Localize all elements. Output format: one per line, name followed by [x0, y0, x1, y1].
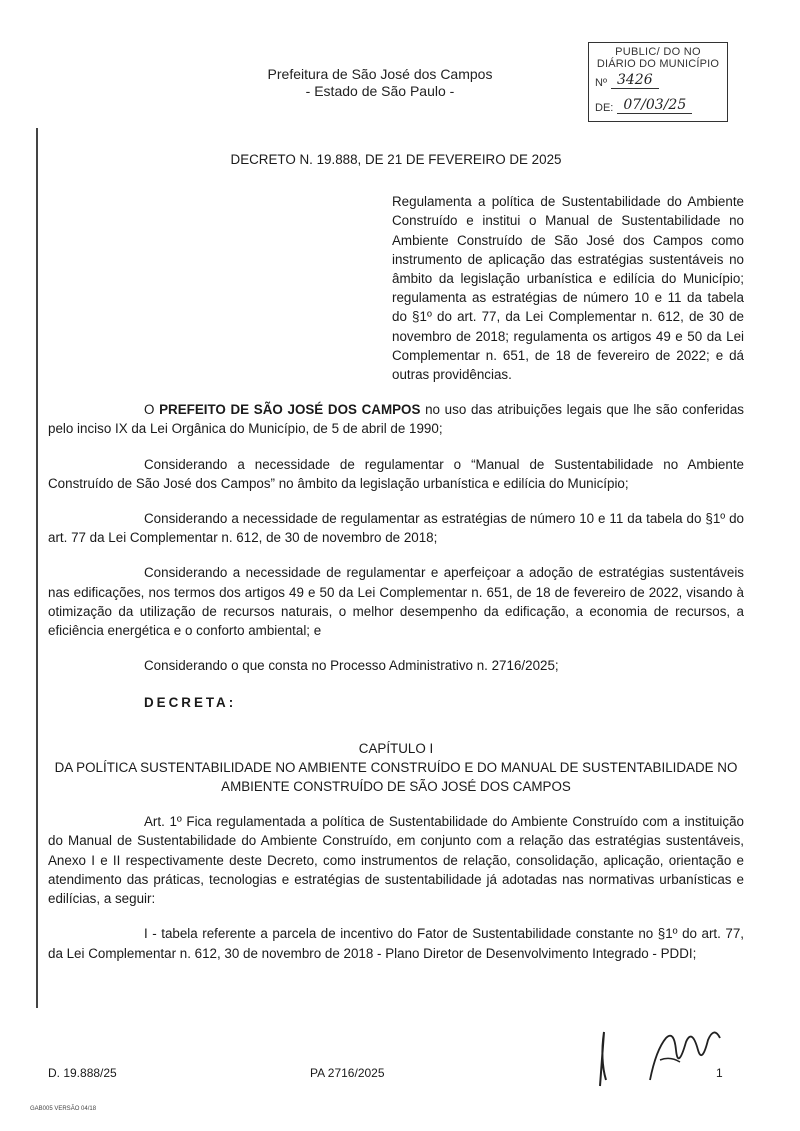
preamble-mayor: PREFEITO DE SÃO JOSÉ DOS CAMPOS: [159, 402, 421, 418]
chapter-heading: [48, 739, 744, 797]
stamp-line2: DIÁRIO DO MUNICÍPIO: [596, 58, 720, 70]
article-1-item-i: I - tabela referente a parcela de incentivo do Fator de Sustentabilidade constante no §1º do art. 77, da Lei Complementar n. 612, 30 de novembro de 2018 - Plano Diretor de Desenvolvimento Integrado - PDDI;: [48, 926, 744, 961]
decreta-heading: DECRETA:: [144, 695, 237, 711]
letterhead-line1: Prefeitura de São José dos Campos: [267, 66, 493, 82]
stamp-date-label: DE:: [595, 102, 614, 114]
chapter-title: DA POLÍTICA SUSTENTABILIDADE NO AMBIENTE CONSTRUÍDO E DO MANUAL DE SUSTENTABILIDADE NO AMBIENTE CONSTRUÍDO DE SÃO JOSÉ DOS CAMPOS: [54, 759, 738, 795]
decree-title: DECRETO N. 19.888, DE 21 DE FEVEREIRO DE 2025: [230, 152, 562, 167]
preamble: [48, 400, 744, 438]
considerando-4: Considerando o que consta no Processo Administrativo n. 2716/2025;: [144, 658, 559, 674]
considerando-3: Considerando a necessidade de regulamentar e aperfeiçoar a adoção de estratégias sustentáveis nas edificações, nos termos dos artigos 49 e 50 da Lei Complementar n. 651, de 18 de fevereiro de 2022, visando à otimização da utilização de recursos naturais, o melhor desempenho da edificação, a economia de recursos, a eficiência energética e o conforto ambiental; e: [48, 565, 744, 639]
left-margin-line: [36, 128, 38, 1008]
preamble-prefix: O: [144, 402, 160, 418]
stamp-date-value: 07/03/25: [617, 97, 692, 114]
stamp-number-label: Nº: [595, 77, 607, 89]
page-number: 1: [716, 1066, 723, 1080]
preamble-rest: no uso das atribuições legais que lhe são conferidas pelo inciso IX da Lei Orgânica do Município, de 5 de abril de 1990;: [48, 402, 744, 437]
footer-process-ref: PA 2716/2025: [310, 1066, 385, 1080]
considerando-1: Considerando a necessidade de regulamentar o “Manual de Sustentabilidade no Ambiente Construído de São José dos Campos” no âmbito da legislação urbanística e edilícia do Município;: [48, 456, 744, 491]
stamp-number-value: 3426: [611, 72, 659, 89]
article-1: Art. 1º Fica regulamentada a política de Sustentabilidade do Ambiente Construído com a instituição do Manual de Sustentabilidade do Ambiente Construído, em conjunto com a relação das estratégias sustentáveis, Anexo I e II respectivamente deste Decreto, como instrumentos de relação, consolidação, aplicação, orientação e atendimento das práticas, tecnologias e estratégias de sustentabilidade já adotadas nas normativas urbanísticas e edilícias, a seguir:: [48, 814, 744, 907]
form-code: GAB005 VERSÃO 04/18: [30, 1106, 97, 1112]
publication-stamp: [588, 42, 728, 122]
footer-decree-ref: D. 19.888/25: [48, 1066, 117, 1080]
decree-body: [48, 150, 744, 963]
decree-ementa: Regulamenta a política de Sustentabilidade do Ambiente Construído e institui o Manual de Sustentabilidade no Ambiente Construído de São José dos Campos como instrumento de aplicação das estratégias sustentáveis no âmbito da legislação urbanística e edilícia do Município; regulamenta as estratégias de número 10 e 11 da tabela do §1º do art. 77, da Lei Complementar n. 612, de 30 de novembro de 2018; regulamenta os artigos 49 e 50 da Lei Complementar n. 651, de 18 de fevereiro de 2022; e dá outras providências.: [392, 194, 744, 383]
considerando-2: Considerando a necessidade de regulamentar as estratégias de número 10 e 11 da tabela do §1º do art. 77 da Lei Complementar n. 612, de 30 de novembro de 2018;: [48, 511, 744, 546]
letterhead: [200, 66, 560, 100]
stamp-date-row: [595, 97, 721, 114]
signature-scribble: [590, 1020, 750, 1100]
chapter-number: CAPÍTULO I: [358, 740, 434, 756]
stamp-number-row: [595, 72, 721, 89]
stamp-line1: PUBLIC/ DO NO: [615, 46, 701, 58]
letterhead-line2: - Estado de São Paulo -: [305, 83, 455, 99]
